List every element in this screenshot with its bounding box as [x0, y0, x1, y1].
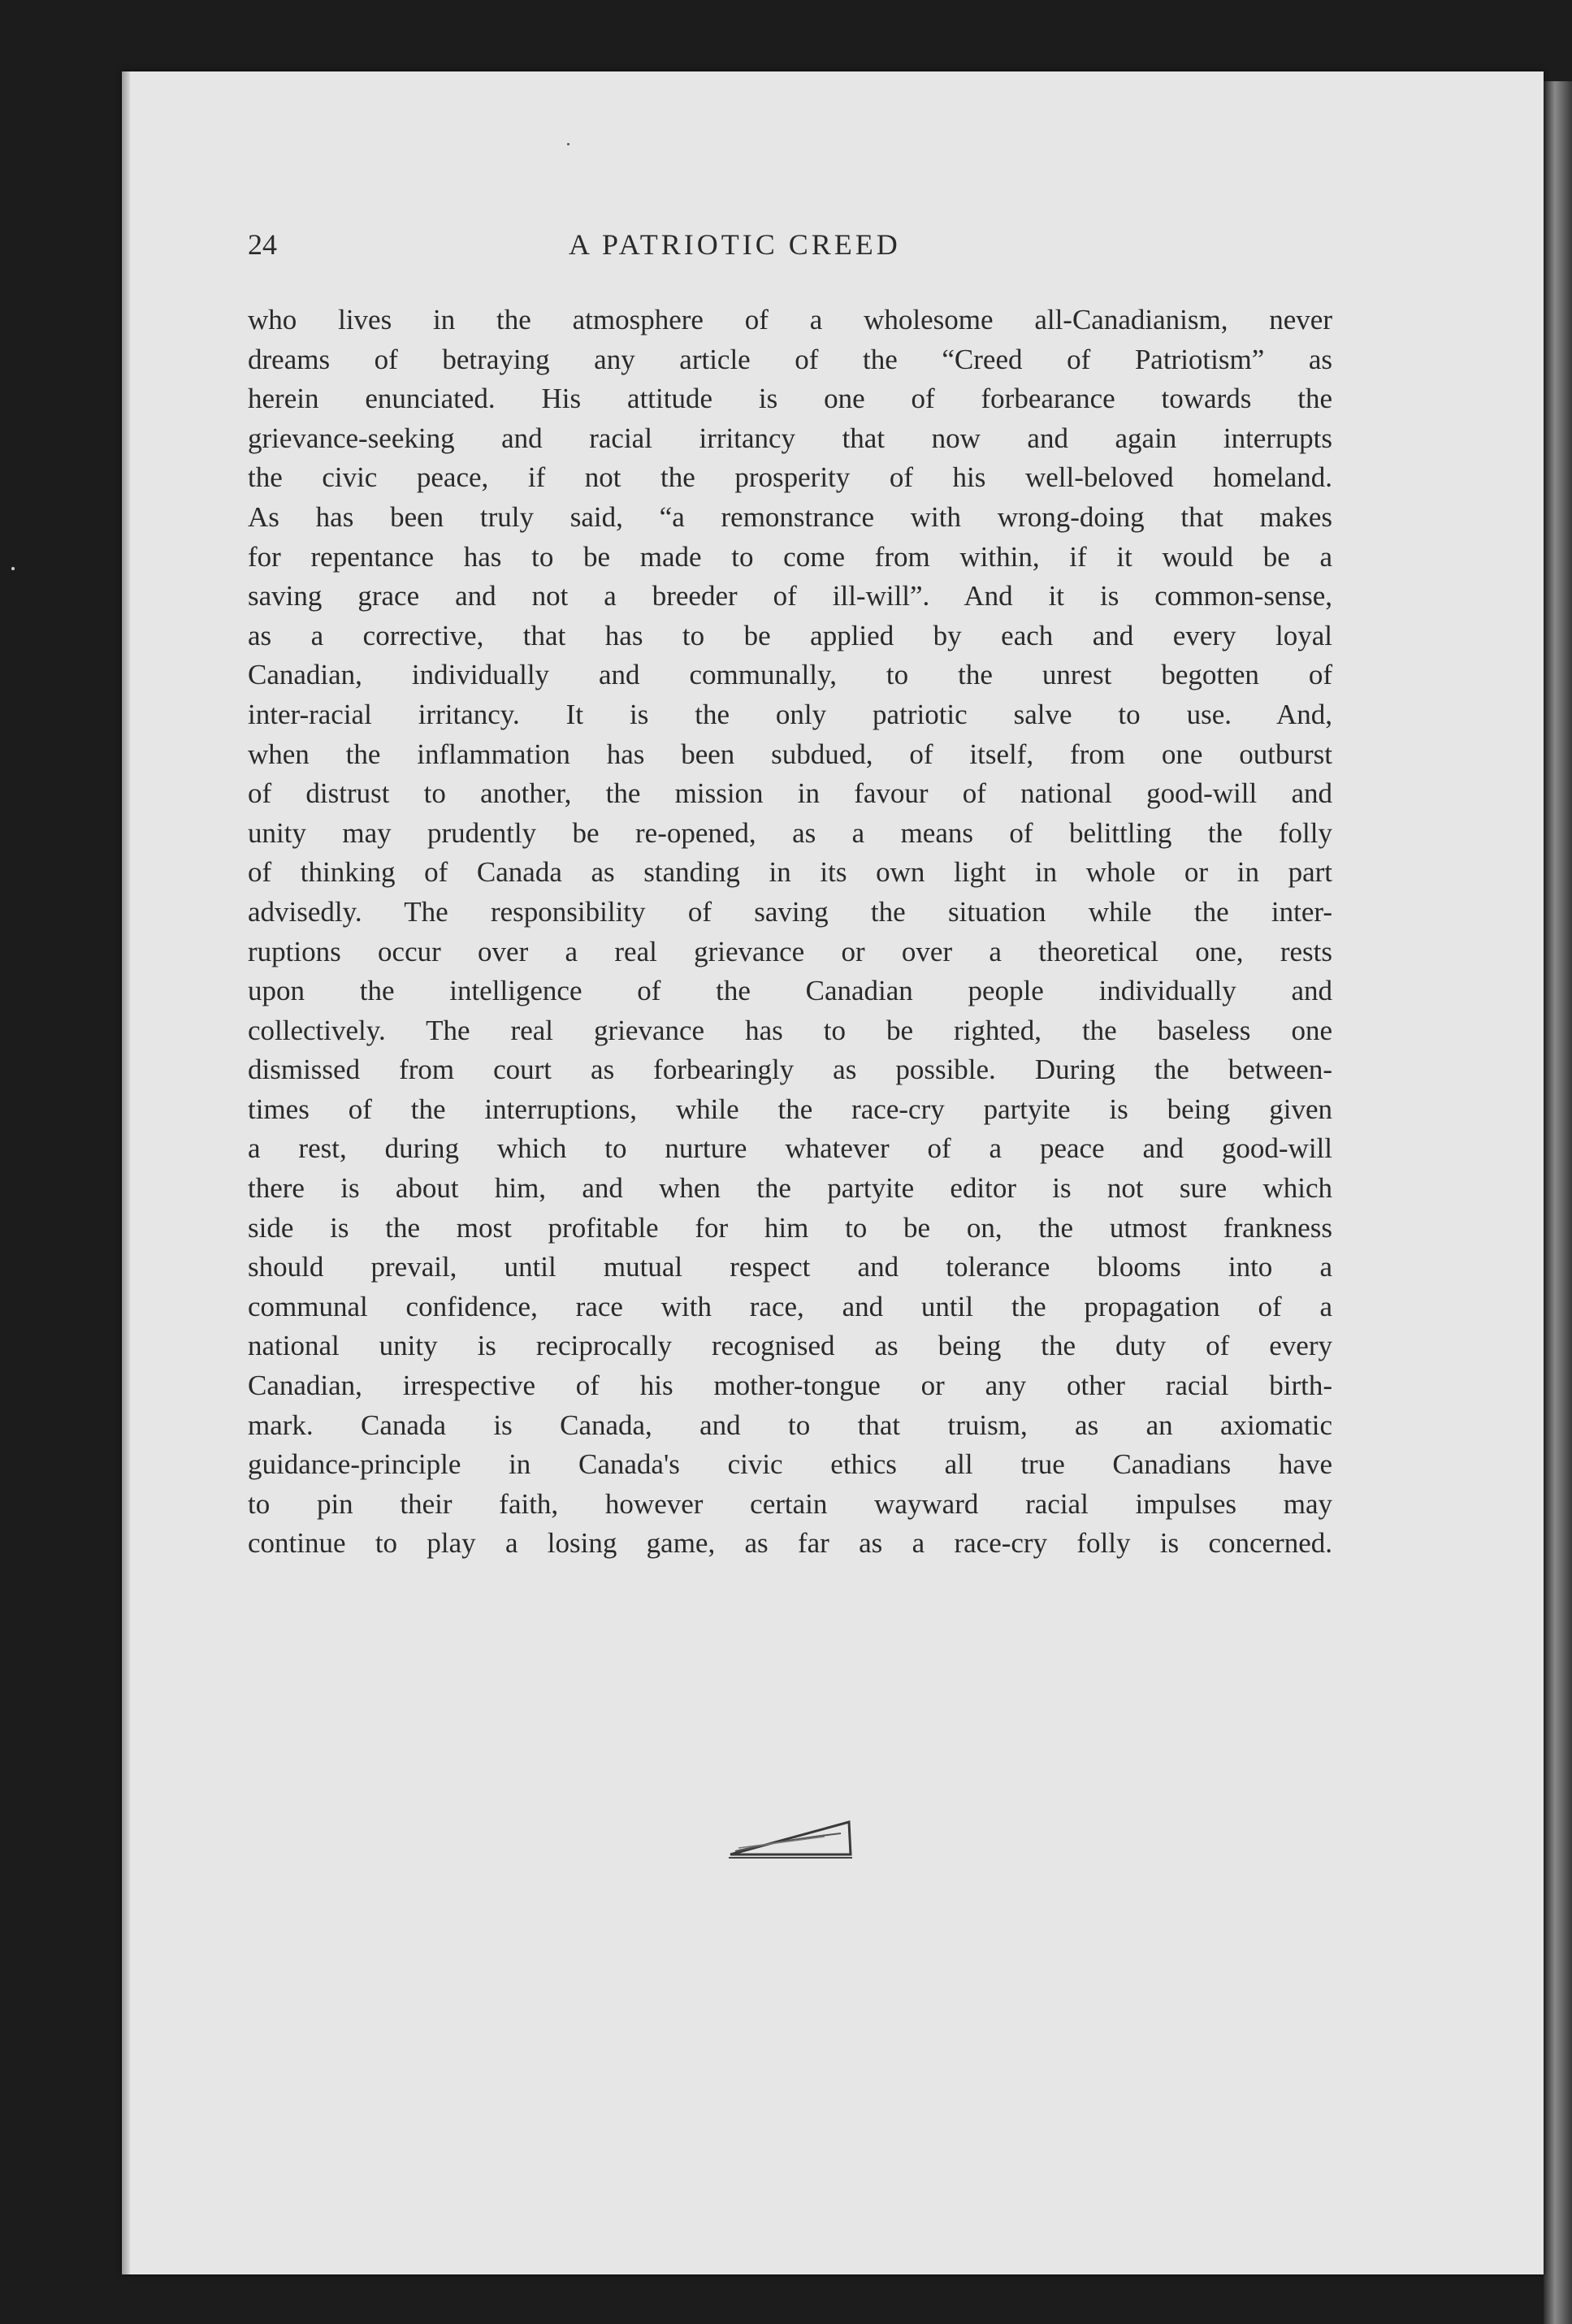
- page-number: 24: [248, 228, 277, 261]
- text-line: collectively. The real grievance has to be righted, the baseless one: [248, 1014, 1332, 1046]
- text-line: upon the intelligence of the Canadian people individually and: [248, 975, 1332, 1007]
- text-line: should prevail, until mutual respect and tolerance blooms into a: [248, 1251, 1332, 1283]
- scan-artifact: [11, 567, 15, 570]
- text-line: mark. Canada is Canada, and to that truism, as an axiomatic: [248, 1409, 1332, 1441]
- text-line: communal confidence, race with race, and until the propagation of a: [248, 1290, 1332, 1322]
- text-line: ruptions occur over a real grievance or over a theoretical one, rests: [248, 935, 1332, 967]
- text-line: when the inflammation has been subdued, of itself, from one outburst: [248, 738, 1332, 770]
- text-line: guidance-principle in Canada's civic ethics all true Canadians have: [248, 1448, 1332, 1481]
- text-line: times of the interruptions, while the race-cry partyite is being given: [248, 1093, 1332, 1125]
- text-line: to pin their faith, however certain wayward racial impulses may: [248, 1487, 1332, 1520]
- text-line: herein enunciated. His attitude is one of forbearance towards the: [248, 383, 1332, 415]
- text-line: there is about him, and when the partyite editor is not sure which: [248, 1172, 1332, 1205]
- text-line: continue to play a losing game, as far as a race-cry folly is concerned.: [248, 1527, 1332, 1560]
- text-line: as a corrective, that has to be applied by each and every loyal: [248, 619, 1332, 651]
- body-paragraph: [248, 301, 1332, 1564]
- text-line: Canadian, irrespective of his mother-tongue or any other racial birth-: [248, 1370, 1332, 1402]
- text-line: who lives in the atmosphere of a wholesome all-Canadianism, never: [248, 304, 1332, 335]
- text-line: of distrust to another, the mission in favour of national good-will and: [248, 777, 1332, 810]
- text-line: dismissed from court as forbearingly as possible. During the between-: [248, 1054, 1332, 1086]
- text-line: inter-racial irritancy. It is the only patriotic salve to use. And,: [248, 698, 1332, 730]
- text-line: dreams of betraying any article of the “Creed of Patriotism” as: [248, 343, 1332, 375]
- film-edge-strip: [1544, 81, 1572, 2324]
- text-line: saving grace and not a breeder of ill-will”. And it is common-sense,: [248, 580, 1332, 612]
- text-line: of thinking of Canada as standing in its own light in whole or in part: [248, 856, 1332, 889]
- page-binding-edge: [122, 71, 130, 2274]
- text-line: for repentance has to be made to come from within, if it would be a: [248, 540, 1332, 573]
- text-line: grievance-seeking and racial irritancy that now and again interrupts: [248, 422, 1332, 454]
- text-line: Canadian, individually and communally, to the unrest begotten of: [248, 659, 1332, 691]
- text-line: national unity is reciprocally recognised as being the duty of every: [248, 1330, 1332, 1362]
- text-line: the civic peace, if not the prosperity of his well-beloved homeland.: [248, 461, 1332, 494]
- running-title: A PATRIOTIC CREED: [569, 228, 901, 261]
- text-line: unity may prudently be re-opened, as a means of belittling the folly: [248, 816, 1332, 849]
- scan-artifact: [567, 143, 569, 145]
- tailpiece-ornament-icon: [727, 1815, 857, 1864]
- text-line: a rest, during which to nurture whatever of a peace and good-will: [248, 1132, 1332, 1165]
- page-header: [248, 227, 1353, 276]
- text-line: advisedly. The responsibility of saving the situation while the inter-: [248, 895, 1332, 928]
- text-line: side is the most profitable for him to be on, the utmost frankness: [248, 1211, 1332, 1244]
- text-line: As has been truly said, “a remonstrance with wrong-doing that makes: [248, 500, 1332, 533]
